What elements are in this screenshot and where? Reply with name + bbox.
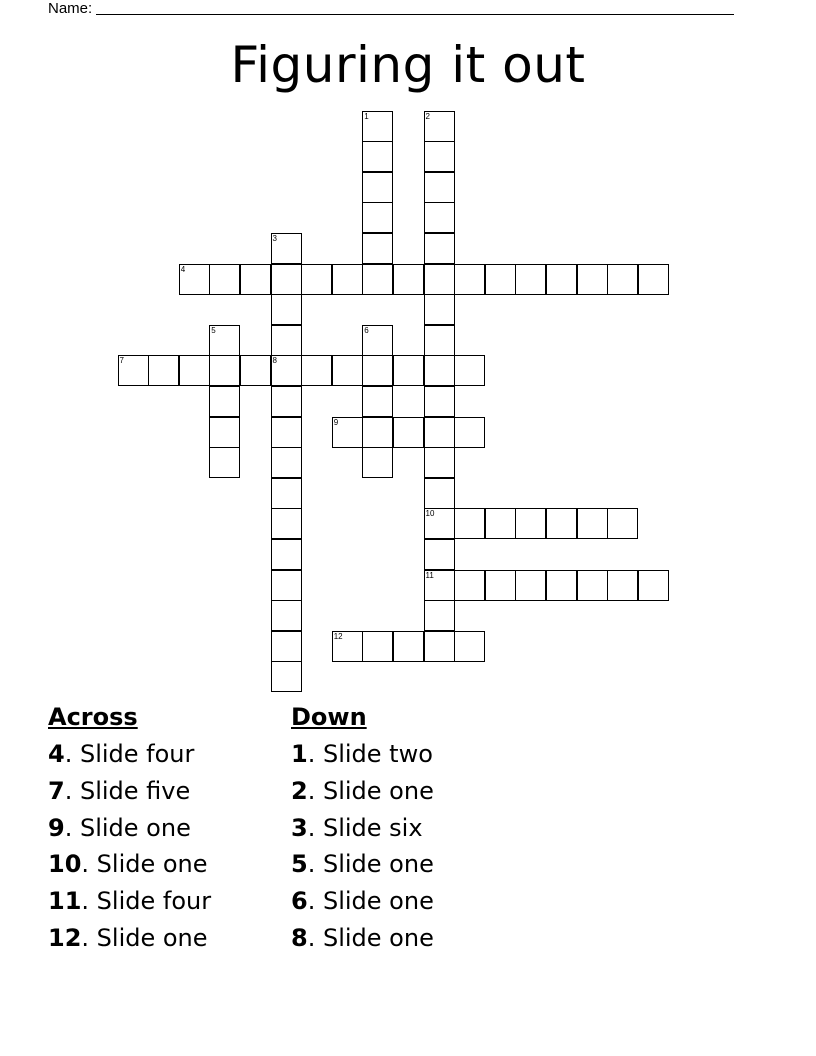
grid-cell[interactable] <box>362 264 393 295</box>
grid-cell[interactable] <box>454 508 485 539</box>
across-clue: 4. Slide four <box>48 740 195 768</box>
down-clue: 3. Slide six <box>291 813 423 842</box>
grid-cell[interactable] <box>515 570 546 601</box>
grid-cell[interactable] <box>209 355 240 386</box>
grid-cell[interactable] <box>638 264 669 295</box>
grid-cell[interactable] <box>362 386 393 417</box>
grid-cell[interactable] <box>271 294 302 325</box>
grid-cell[interactable] <box>179 355 210 386</box>
cell-number: 8 <box>272 356 277 366</box>
grid-cell[interactable] <box>424 233 455 264</box>
grid-cell[interactable] <box>424 172 455 203</box>
grid-cell[interactable] <box>362 233 393 264</box>
grid-cell[interactable] <box>271 355 302 386</box>
grid-cell[interactable] <box>424 508 455 539</box>
cell-number: 5 <box>211 325 216 335</box>
grid-cell[interactable] <box>240 355 271 386</box>
clue-text: Slide two <box>322 740 433 768</box>
clue-text: Slide one <box>79 813 191 842</box>
grid-cell[interactable] <box>362 111 393 142</box>
cell-number: 2 <box>425 111 430 121</box>
grid-cell[interactable] <box>362 417 393 448</box>
down-clue: 5. Slide one <box>291 850 434 879</box>
down-clues <box>291 700 434 957</box>
grid-cell[interactable] <box>301 355 332 386</box>
cell-number: 10 <box>425 509 435 519</box>
grid-cell[interactable] <box>179 264 210 295</box>
puzzle-title: Figuring it out <box>230 36 586 94</box>
across-clue: 9. Slide one <box>48 813 191 842</box>
grid-cell[interactable] <box>577 264 608 295</box>
grid-cell[interactable] <box>424 202 455 233</box>
across-clue: 7. Slide five <box>48 776 191 805</box>
grid-cell[interactable] <box>546 508 577 539</box>
grid-cell[interactable] <box>362 447 393 478</box>
grid-cell[interactable] <box>148 355 179 386</box>
grid-cell[interactable] <box>362 631 393 662</box>
grid-cell[interactable] <box>393 417 424 448</box>
grid-cell[interactable] <box>424 355 455 386</box>
grid-cell[interactable] <box>362 202 393 233</box>
grid-cell[interactable] <box>454 264 485 295</box>
clue-number: 5 <box>291 850 308 879</box>
clue-text: Slide five <box>79 776 191 805</box>
grid-cell[interactable] <box>424 325 455 356</box>
clue-number: 8 <box>291 923 308 952</box>
grid-cell[interactable] <box>424 631 455 662</box>
down-clue: 8. Slide one <box>291 923 434 952</box>
grid-cell[interactable] <box>424 478 455 509</box>
grid-cell[interactable] <box>271 447 302 478</box>
grid-cell[interactable] <box>271 233 302 264</box>
grid-cell[interactable] <box>454 631 485 662</box>
grid-cell[interactable] <box>362 172 393 203</box>
grid-cell[interactable] <box>515 264 546 295</box>
down-clue: 6. Slide one <box>291 887 434 916</box>
grid-cell[interactable] <box>393 355 424 386</box>
across-heading: Across <box>48 703 138 731</box>
grid-cell[interactable] <box>424 141 455 172</box>
cell-number: 1 <box>364 111 369 121</box>
grid-cell[interactable] <box>424 447 455 478</box>
clue-text: Slide four <box>96 887 212 916</box>
grid-cell[interactable] <box>577 508 608 539</box>
grid-cell[interactable] <box>424 570 455 601</box>
grid-cell[interactable] <box>271 264 302 295</box>
grid-cell[interactable] <box>577 570 608 601</box>
grid-cell[interactable] <box>362 355 393 386</box>
grid-cell[interactable] <box>301 264 332 295</box>
grid-cell[interactable] <box>332 417 363 448</box>
clue-number: 11 <box>48 887 82 916</box>
cell-number: 12 <box>333 631 343 641</box>
name-label: Name: <box>48 0 93 17</box>
clue-text: Slide one <box>96 923 208 952</box>
down-clue: 1. Slide two <box>291 740 433 768</box>
clue-text: Slide one <box>322 923 434 952</box>
cell-number: 9 <box>333 417 339 427</box>
grid-cell[interactable] <box>485 264 516 295</box>
grid-cell[interactable] <box>393 631 424 662</box>
grid-cell[interactable] <box>271 478 302 509</box>
clue-number: 7 <box>48 776 65 805</box>
grid-cell[interactable] <box>271 570 302 601</box>
cell-number: 4 <box>180 264 186 274</box>
grid-cell[interactable] <box>209 447 240 478</box>
clue-text: Slide one <box>322 776 434 805</box>
grid-cell[interactable] <box>607 570 638 601</box>
grid-cell[interactable] <box>271 600 302 631</box>
grid-cell[interactable] <box>454 570 485 601</box>
down-clue: 2. Slide one <box>291 776 434 805</box>
clue-number: 12 <box>48 923 82 952</box>
clue-number: 2 <box>291 776 308 805</box>
clue-number: 4 <box>48 740 65 768</box>
grid-cell[interactable] <box>271 661 302 692</box>
grid-cell[interactable] <box>515 508 546 539</box>
clue-number: 10 <box>48 850 82 879</box>
grid-cell[interactable] <box>393 264 424 295</box>
grid-cell[interactable] <box>271 631 302 662</box>
grid-cell[interactable] <box>424 264 455 295</box>
clue-number: 3 <box>291 813 308 842</box>
grid-cell[interactable] <box>271 539 302 570</box>
grid-cell[interactable] <box>209 264 240 295</box>
down-heading: Down <box>291 703 367 731</box>
clue-text: Slide one <box>322 887 434 916</box>
grid-cell[interactable] <box>424 417 455 448</box>
across-clue: 11. Slide four <box>48 887 212 916</box>
grid-cell[interactable] <box>240 264 271 295</box>
name-field[interactable] <box>48 0 734 18</box>
grid-cell[interactable] <box>118 355 149 386</box>
grid-cell[interactable] <box>209 386 240 417</box>
name-underline <box>96 0 734 15</box>
grid-cell[interactable] <box>485 570 516 601</box>
grid-cell[interactable] <box>209 417 240 448</box>
grid-cell[interactable] <box>424 386 455 417</box>
grid-cell[interactable] <box>424 294 455 325</box>
clue-text: Slide one <box>322 850 434 879</box>
clue-text: Slide four <box>79 740 195 768</box>
across-clue: 10. Slide one <box>48 850 208 879</box>
clue-text: Slide six <box>322 813 423 842</box>
grid-cell[interactable] <box>362 325 393 356</box>
cell-number: 7 <box>119 356 124 366</box>
grid-cell[interactable] <box>209 325 240 356</box>
grid-cell[interactable] <box>546 570 577 601</box>
cell-number: 3 <box>272 233 277 243</box>
clue-number: 1 <box>291 740 308 768</box>
grid-cell[interactable] <box>332 631 363 662</box>
grid-cell[interactable] <box>271 386 302 417</box>
grid-cell[interactable] <box>454 417 485 448</box>
grid-cell[interactable] <box>424 600 455 631</box>
grid-cell[interactable] <box>607 508 638 539</box>
grid-cell[interactable] <box>424 539 455 570</box>
cell-number: 11 <box>425 570 434 580</box>
cell-number: 6 <box>364 325 369 335</box>
grid-cell[interactable] <box>424 111 455 142</box>
grid-cell[interactable] <box>332 264 363 295</box>
grid-cell[interactable] <box>271 417 302 448</box>
grid-cell[interactable] <box>607 264 638 295</box>
clue-text: Slide one <box>96 850 208 879</box>
clue-number: 9 <box>48 813 65 842</box>
grid-cell[interactable] <box>332 355 363 386</box>
grid-cell[interactable] <box>271 325 302 356</box>
grid-cell[interactable] <box>362 141 393 172</box>
across-clues <box>48 700 211 957</box>
grid-cell[interactable] <box>638 570 669 601</box>
grid-cell[interactable] <box>546 264 577 295</box>
clue-number: 6 <box>291 887 308 916</box>
grid-cell[interactable] <box>485 508 516 539</box>
grid-cell[interactable] <box>271 508 302 539</box>
grid-cell[interactable] <box>454 355 485 386</box>
across-clue: 12. Slide one <box>48 923 208 952</box>
